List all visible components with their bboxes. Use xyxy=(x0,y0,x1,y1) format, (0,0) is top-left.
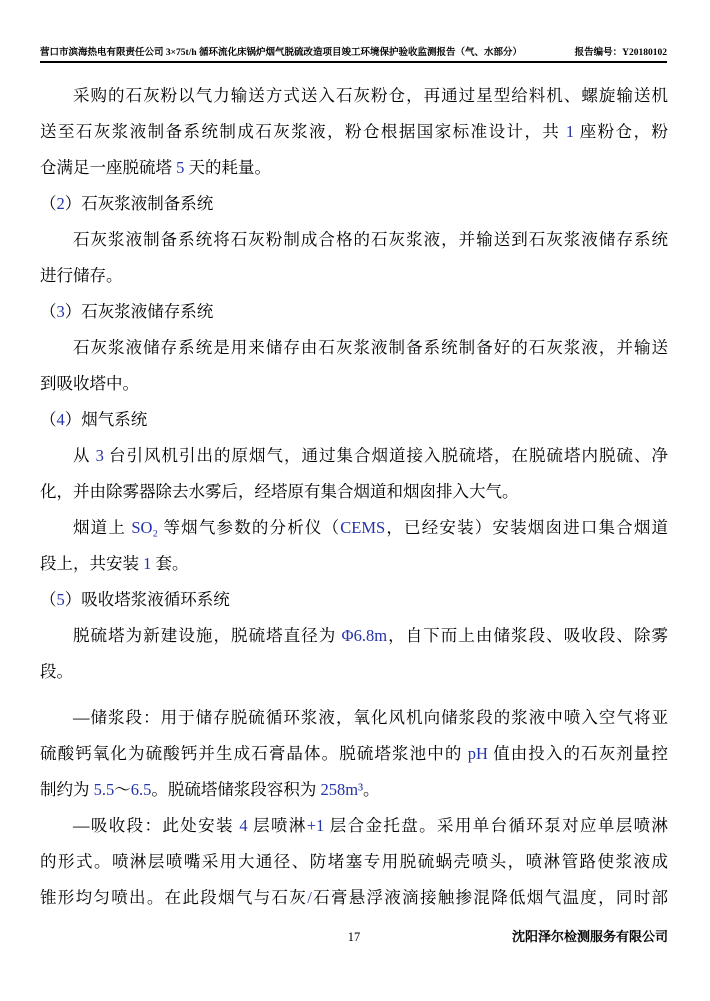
page-footer xyxy=(40,926,668,948)
page-header xyxy=(40,44,667,63)
text-line: 段。 xyxy=(40,662,73,681)
page-number: 17 xyxy=(347,930,361,944)
text-line: 脱硫塔为新建设施，脱硫塔直径为 Φ6.8m，自下而上由储浆段、吸收段、除雾 xyxy=(73,626,668,645)
section-heading: （3）石灰浆液储存系统 xyxy=(40,302,214,321)
text-line: 锥形均匀喷出。在此段烟气与石灰/石膏悬浮液滴接触掺混降低烟气温度，同时部 xyxy=(40,888,668,907)
text-line: 的形式。喷淋层喷嘴采用大通径、防堵塞专用脱硫蜗壳喷头，喷淋管路使浆液成 xyxy=(40,852,668,871)
text-line: 进行储存。 xyxy=(40,266,123,285)
text-line: 仓满足一座脱硫塔 5 天的耗量。 xyxy=(40,158,271,177)
text-line: —吸收段：此处安装 4 层喷淋+1 层合金托盘。采用单台循环泵对应单层喷淋 xyxy=(73,816,668,835)
text-line: 石灰浆液制备系统将石灰粉制成合格的石灰浆液，并输送到石灰浆液储存系统 xyxy=(73,230,668,249)
text-line: 送至石灰浆液制备系统制成石灰浆液，粉仓根据国家标准设计，共 1 座粉仓，粉 xyxy=(40,122,668,141)
text-line: 制约为 5.5～6.5。脱硫塔储浆段容积为 258m³。 xyxy=(40,780,380,799)
text-line: 采购的石灰粉以气力输送方式送入石灰粉仓，再通过星型给料机、螺旋输送机 xyxy=(73,86,668,105)
report-number: 报告编号：Y20180102 xyxy=(574,48,667,58)
text-line: 从 3 台引风机引出的原烟气，通过集合烟道接入脱硫塔，在脱硫塔内脱硫、净 xyxy=(73,446,668,465)
text-line: 硫酸钙氧化为硫酸钙并生成石膏晶体。脱硫塔浆池中的 pH 值由投入的石灰剂量控 xyxy=(40,744,668,763)
text-line: 烟道上 SO₂ 等烟气参数的分析仪（CEMS，已经安装）安装烟囱进口集合烟道 xyxy=(73,518,668,537)
section-heading: （4）烟气系统 xyxy=(40,410,148,429)
section-heading: （5）吸收塔浆液循环系统 xyxy=(40,590,230,609)
footer-company-name: 沈阳泽尔检测服务有限公司 xyxy=(511,929,668,944)
text-line: 到吸收塔中。 xyxy=(40,374,139,393)
report-title: 营口市滨海热电有限责任公司 3×75t/h 循环流化床锅炉烟气脱硫改造项目竣工环境保护验收监测报告（气、水部分） xyxy=(40,48,523,58)
text-line: 段上，共安装 1 套。 xyxy=(40,554,189,573)
text-line: —储浆段：用于储存脱硫循环浆液，氧化风机向储浆段的浆液中喷入空气将亚 xyxy=(73,708,668,727)
text-line: 石灰浆液储存系统是用来储存由石灰浆液制备系统制备好的石灰浆液，并输送 xyxy=(73,338,668,357)
section-heading: （2）石灰浆液制备系统 xyxy=(40,194,214,213)
text-line: 化，并由除雾器除去水雾后，经塔原有集合烟道和烟囱排入大气。 xyxy=(40,482,519,501)
document-body xyxy=(40,78,668,916)
